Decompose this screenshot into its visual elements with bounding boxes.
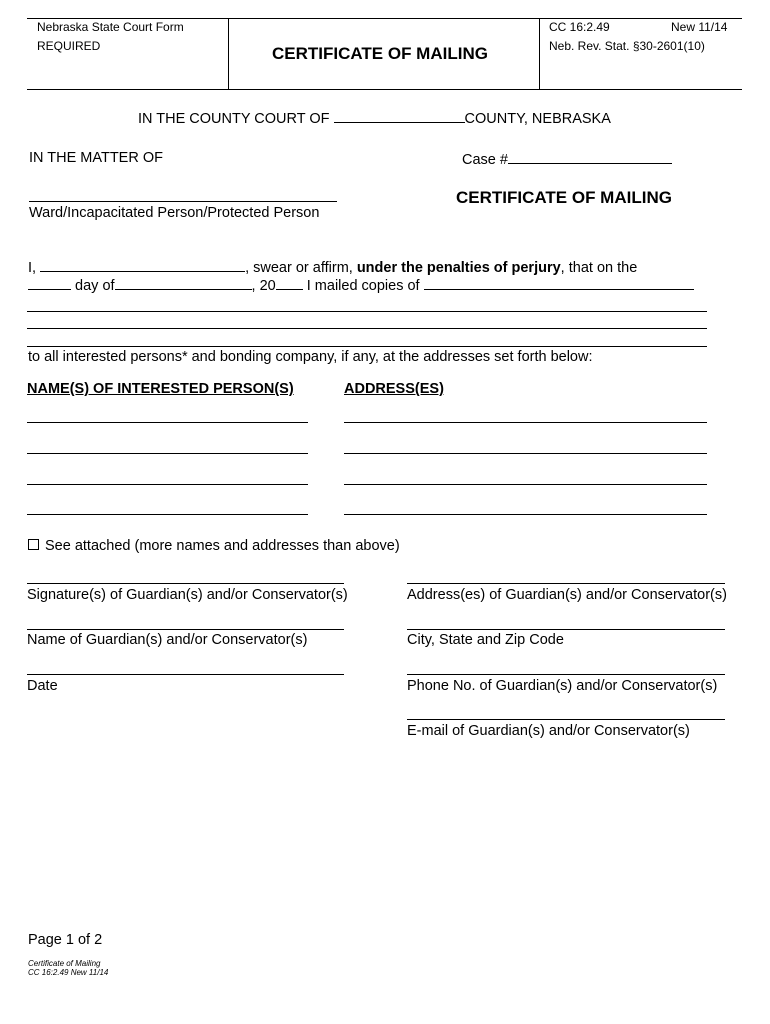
required-label: REQUIRED (37, 39, 101, 53)
court-suffix: COUNTY, NEBRASKA (464, 111, 611, 127)
ward-name-field[interactable] (29, 201, 337, 202)
statute: Neb. Rev. Stat. §30-2601(10) (549, 39, 705, 53)
ward-label: Ward/Incapacitated Person/Protected Person (29, 205, 320, 221)
guardian-address-label: Address(es) of Guardian(s) and/or Conservator(s) (407, 587, 727, 603)
statement-swear: , swear or affirm, (245, 260, 353, 276)
case-label: Case # (462, 152, 508, 168)
header-top-rule (27, 18, 742, 19)
header-divider-left (228, 18, 229, 89)
statement-comma-20: , 20 (251, 278, 276, 294)
email-field[interactable] (407, 719, 725, 720)
date-label: Date (27, 678, 58, 694)
signature-label: Signature(s) of Guardian(s) and/or Conservator(s) (27, 587, 348, 603)
statement-i: I, (28, 260, 37, 276)
interested-address-field-3[interactable] (344, 484, 707, 485)
documents-line-2[interactable] (27, 311, 707, 312)
statement-day-of: day of (75, 278, 115, 294)
year-field[interactable] (276, 276, 303, 290)
interested-name-field-1[interactable] (27, 422, 308, 423)
statement-line-2 (28, 276, 694, 294)
documents-line-4[interactable] (27, 346, 707, 347)
form-code: CC 16:2.49 (549, 20, 610, 34)
city-state-zip-label: City, State and Zip Code (407, 632, 564, 648)
documents-line-3[interactable] (27, 328, 707, 329)
interested-name-field-2[interactable] (27, 453, 308, 454)
header-title: CERTIFICATE OF MAILING (272, 44, 488, 63)
interested-name-field-4[interactable] (27, 514, 308, 515)
date-field[interactable] (27, 674, 344, 675)
statement-mailed: I mailed copies of (306, 278, 420, 294)
matter-label: IN THE MATTER OF (29, 150, 163, 166)
statement-line-1 (28, 258, 637, 276)
guardian-name-label: Name of Guardian(s) and/or Conservator(s) (27, 632, 308, 648)
interested-name-field-3[interactable] (27, 484, 308, 485)
names-column-header: NAME(S) OF INTERESTED PERSON(S) (27, 381, 294, 397)
statement-that-on: , that on the (560, 260, 638, 276)
page-number: Page 1 of 2 (28, 932, 103, 948)
interested-address-field-2[interactable] (344, 453, 707, 454)
day-field[interactable] (28, 276, 71, 290)
address-column-header: ADDRESS(ES) (344, 381, 444, 397)
statement-to-all: to all interested persons* and bonding company, if any, at the addresses set forth below: (28, 349, 593, 365)
footnote-title: Certificate of Mailing (28, 959, 101, 968)
phone-field[interactable] (407, 674, 725, 675)
court-prefix: IN THE COUNTY COURT OF (138, 111, 334, 127)
form-version: New 11/14 (671, 20, 728, 34)
header-bottom-rule (27, 89, 742, 90)
signature-field[interactable] (27, 583, 344, 584)
statement-penalty: under the penalties of perjury (356, 260, 561, 276)
court-line (138, 109, 611, 127)
document-title: CERTIFICATE OF MAILING (456, 188, 672, 207)
affiant-name-field[interactable] (40, 258, 245, 272)
case-number-field[interactable] (508, 150, 672, 164)
see-attached-checkbox[interactable] (28, 539, 39, 550)
interested-address-field-1[interactable] (344, 422, 707, 423)
guardian-name-field[interactable] (27, 629, 344, 630)
month-field[interactable] (115, 276, 252, 290)
header-divider-right (539, 18, 540, 89)
see-attached-label: See attached (more names and addresses than above) (45, 538, 400, 554)
case-line (462, 150, 672, 168)
see-attached-row (28, 538, 400, 554)
interested-address-field-4[interactable] (344, 514, 707, 515)
guardian-address-field[interactable] (407, 583, 725, 584)
footnote-code: CC 16:2.49 New 11/14 (28, 968, 109, 977)
county-field[interactable] (334, 109, 465, 123)
phone-label: Phone No. of Guardian(s) and/or Conservator(s) (407, 678, 718, 694)
city-state-zip-field[interactable] (407, 629, 725, 630)
form-source: Nebraska State Court Form (37, 20, 184, 34)
email-label: E-mail of Guardian(s) and/or Conservator(s) (407, 723, 690, 739)
documents-field[interactable] (424, 276, 694, 290)
